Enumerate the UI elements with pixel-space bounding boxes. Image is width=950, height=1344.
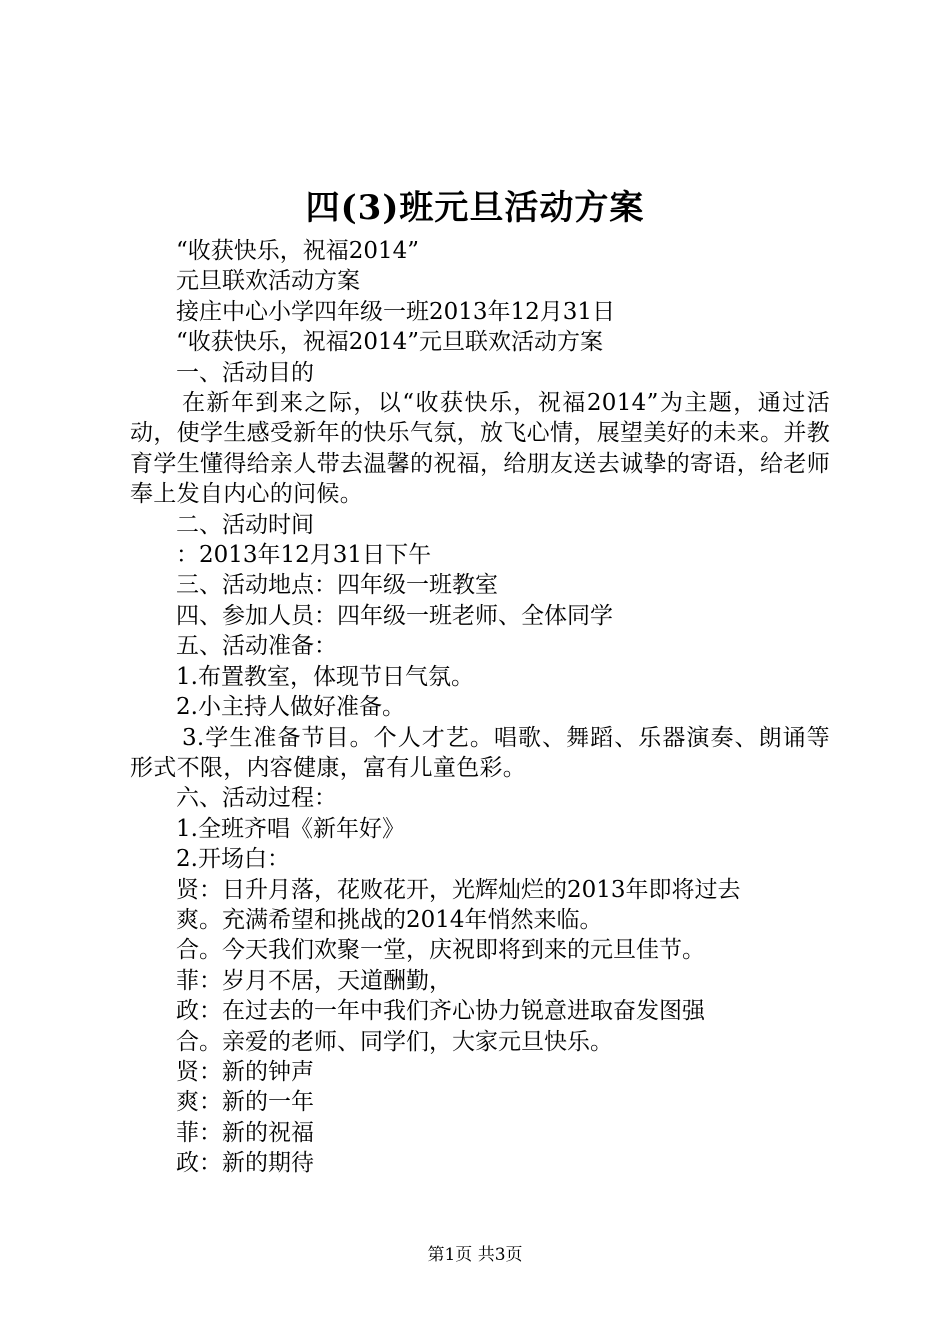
script-line: 菲：新的祝福 (176, 1119, 314, 1146)
text-paragraph: 在新年到来之际，以“收获快乐，祝福2014”为主题，通过活动，使学生感受新年的快乐气氛，放飞心情，展望美好的未来。并教育学生懂得给亲人带去温馨的祝福，给朋友送去诚挚的寄语，给老师奉上发自内心的问候。 (130, 390, 830, 508)
document-body (130, 236, 830, 1179)
document-title: 四(3)班元旦活动方案 (305, 188, 645, 228)
section-heading: 六、活动过程： (176, 785, 337, 812)
script-line: 贤：新的钟声 (176, 1058, 314, 1085)
script-line: 合。今天我们欢聚一堂，庆祝即将到来的元旦佳节。 (176, 937, 705, 964)
script-line: 合。亲爱的老师、同学们，大家元旦快乐。 (176, 1028, 613, 1055)
text-line: 元旦联欢活动方案 (176, 268, 360, 295)
list-item: 1.全班齐唱《新年好》 (176, 815, 405, 842)
script-line: 政：新的期待 (176, 1150, 314, 1177)
script-line: 菲：岁月不居，天道酬勤， (176, 967, 452, 994)
text-line: ：2013年12月31日下午 (176, 542, 432, 569)
section-heading: 四、参加人员：四年级一班老师、全体同学 (176, 602, 613, 629)
text-line: “收获快乐，祝福2014” (176, 238, 420, 264)
section-heading: 三、活动地点：四年级一班教室 (176, 572, 498, 599)
script-line: 爽。充满希望和挑战的2014年悄然来临。 (176, 906, 603, 933)
text-line: “收获快乐，祝福2014”元旦联欢活动方案 (176, 329, 604, 356)
list-item: 2.开场白： (176, 846, 290, 873)
script-line: 政：在过去的一年中我们齐心协力锐意进取奋发图强 (176, 998, 705, 1025)
page-footer: 第1页 共3页 (427, 1245, 523, 1265)
section-heading: 五、活动准备： (176, 633, 337, 660)
list-item: 1.布置教室，体现节日气氛。 (176, 663, 474, 690)
text-line: 接庄中心小学四年级一班2013年12月31日 (176, 298, 616, 325)
section-heading: 一、活动目的 (176, 359, 314, 386)
script-line: 贤：日升月落，花败花开，光辉灿烂的2013年即将过去 (176, 876, 741, 903)
script-line: 爽：新的一年 (176, 1089, 314, 1116)
section-heading: 二、活动时间 (176, 511, 314, 538)
text-paragraph: 3.学生准备节目。个人才艺。唱歌、舞蹈、乐器演奏、朗诵等形式不限，内容健康，富有儿童色彩。 (130, 724, 830, 781)
list-item: 2.小主持人做好准备。 (176, 694, 405, 721)
